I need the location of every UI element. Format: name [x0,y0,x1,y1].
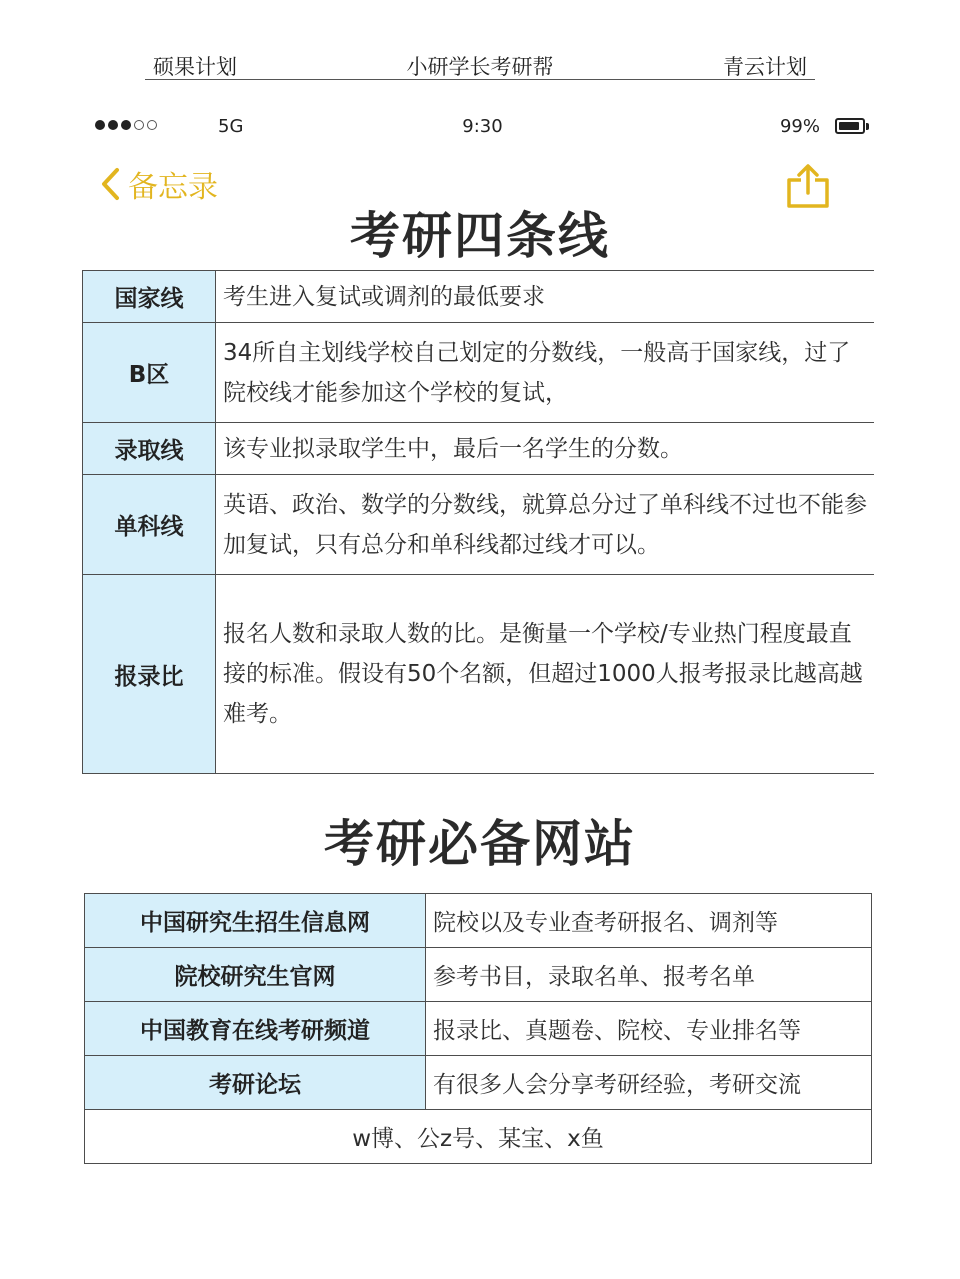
top-header [145,48,815,80]
network-type: 5G [218,116,244,137]
site-name: 院校研究生官网 [85,948,426,1002]
four-lines-table [82,270,874,774]
site-usage: 院校以及专业查考研报名、调剂等 [426,894,872,948]
row-description: 报名人数和录取人数的比。是衡量一个学校/专业热门程度最直接的标准。假设有50个名额，但超过1000人报考报录比越高越难考。 [216,575,875,774]
websites-table [84,893,872,1164]
row-description: 34所自主划线学校自己划定的分数线，一般高于国家线，过了院校线才能参加这个学校的复试， [216,323,875,423]
table-row [85,1056,872,1110]
header-right-text: 青云计划 [723,55,807,79]
header-center-text: 小研学长考研帮 [406,55,554,79]
battery-percentage: 99% [779,116,820,137]
row-label: B区 [83,323,216,423]
header-left-text: 硕果计划 [153,55,237,79]
row-description: 该专业拟录取学生中，最后一名学生的分数。 [216,423,875,475]
status-bar [95,112,870,142]
back-label: 备忘录 [128,170,218,205]
site-name: 中国研究生招生信息网 [85,894,426,948]
site-name: 中国教育在线考研频道 [85,1002,426,1056]
table-row [83,323,875,423]
section-title-websites: 考研必备网站 [324,815,636,873]
row-label: 国家线 [83,271,216,323]
row-description: 英语、政治、数学的分数线，就算总分过了单科线不过也不能参加复试，只有总分和单科线都过线才可以。 [216,475,875,575]
table-row [83,271,875,323]
site-name: 考研论坛 [85,1056,426,1110]
site-usage: 报录比、真题卷、院校、专业排名等 [426,1002,872,1056]
table-row [83,423,875,475]
row-description: 考生进入复试或调剂的最低要求 [216,271,875,323]
row-label: 录取线 [83,423,216,475]
table-row [83,475,875,575]
table-row [83,575,875,774]
table-row [85,948,872,1002]
table-row [85,1110,872,1164]
table-row [85,894,872,948]
table-row [85,1002,872,1056]
status-time: 9:30 [462,116,503,137]
table-footer-note: w博、公z号、某宝、x鱼 [85,1110,872,1164]
row-label: 报录比 [83,575,216,774]
section-title-four-lines: 考研四条线 [350,207,610,265]
battery-icon [835,118,865,134]
site-usage: 参考书目，录取名单、报考名单 [426,948,872,1002]
row-label: 单科线 [83,475,216,575]
site-usage: 有很多人会分享考研经验，考研交流 [426,1056,872,1110]
